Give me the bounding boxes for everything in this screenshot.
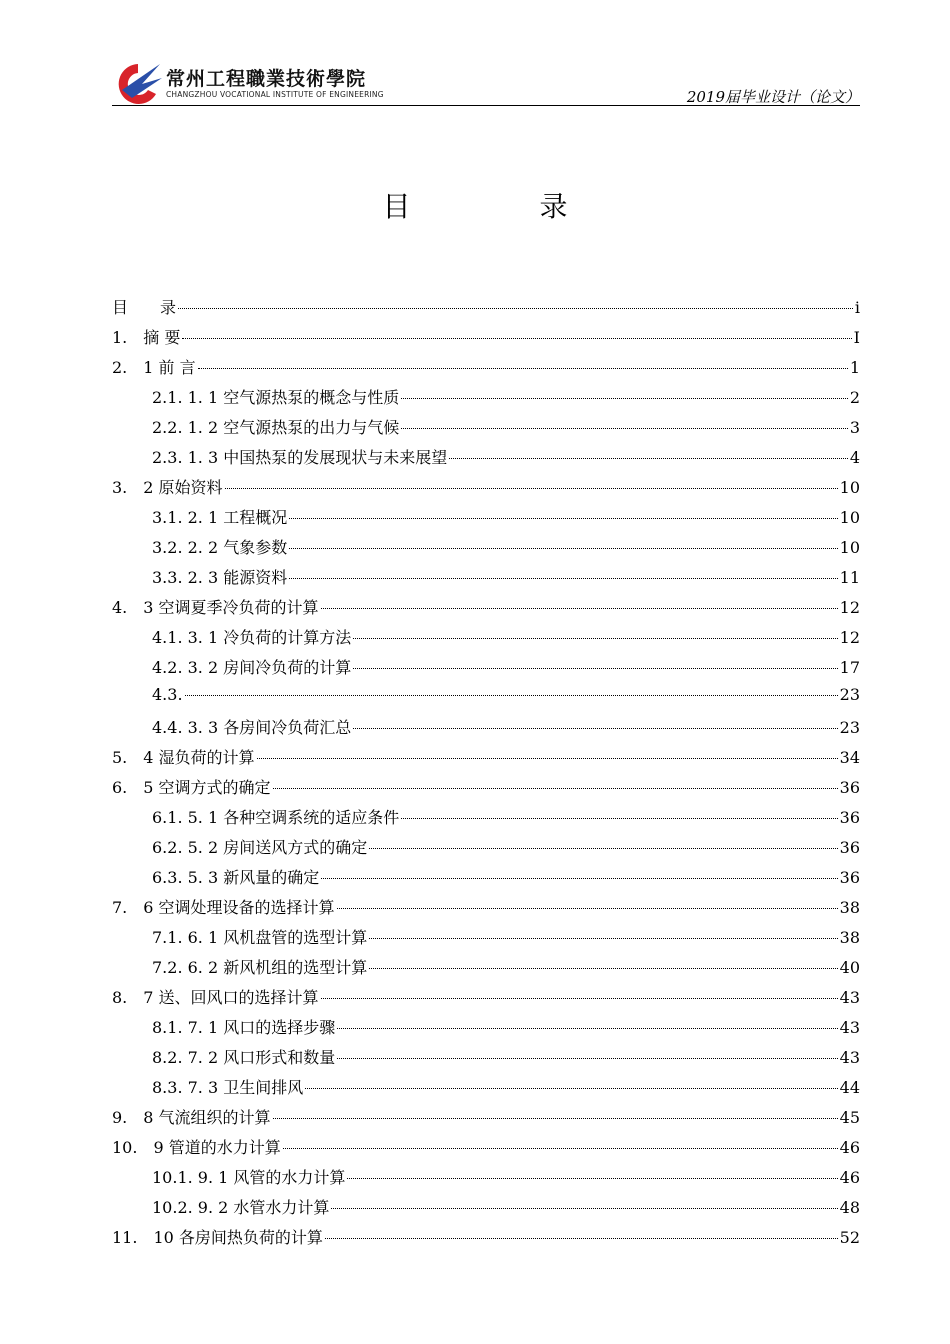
toc-dot-leader: [178, 308, 853, 309]
toc-entry-label: 1. 摘 要: [112, 328, 181, 347]
toc-entry-page: 2: [849, 388, 860, 407]
toc-dot-leader: [305, 1088, 837, 1089]
toc-dot-leader: [331, 1208, 837, 1209]
toc-entry-label: 8.3. 7. 3 卫生间排风: [152, 1078, 304, 1097]
toc-entry-page: 48: [839, 1198, 860, 1217]
toc-entry-page: 36: [839, 838, 860, 857]
toc-dot-leader: [283, 1148, 838, 1149]
toc-dot-leader: [289, 518, 837, 519]
toc-dot-leader: [369, 848, 837, 849]
page-header: [112, 54, 860, 106]
toc-dot-leader: [321, 998, 838, 999]
toc-entry-label: 3.3. 2. 3 能源资料: [152, 568, 288, 587]
toc-entry[interactable]: [112, 565, 860, 595]
toc-entry-label: 2.2. 1. 2 空气源热泵的出力与气候: [152, 418, 400, 437]
toc-entry[interactable]: [112, 1135, 860, 1165]
toc-entry-label: 2.3. 1. 3 中国热泵的发展现状与未来展望: [152, 448, 448, 467]
toc-entry-label: 4.1. 3. 1 冷负荷的计算方法: [152, 628, 352, 647]
institute-logo-icon: [112, 60, 164, 106]
toc-entry[interactable]: [112, 865, 860, 895]
toc-dot-leader: [353, 668, 837, 669]
toc-entry-label: 8.2. 7. 2 风口形式和数量: [152, 1048, 336, 1067]
toc-entry-label: 10.1. 9. 1 风管的水力计算: [152, 1168, 346, 1187]
toc-entry-page: 11: [839, 568, 860, 587]
toc-entry-label: 3.2. 2. 2 气象参数: [152, 538, 288, 557]
toc-entry-page: 38: [839, 928, 860, 947]
toc-dot-leader: [289, 578, 837, 579]
toc-dot-leader: [257, 758, 838, 759]
toc-entry[interactable]: [112, 1225, 860, 1255]
toc-entry-page: 12: [839, 628, 860, 647]
toc-entry-label: 4. 3 空调夏季冷负荷的计算: [112, 598, 319, 617]
toc-dot-leader: [337, 1028, 837, 1029]
toc-entry-page: 52: [839, 1228, 860, 1247]
toc-entry[interactable]: [112, 535, 860, 565]
toc-dot-leader: [321, 608, 838, 609]
toc-entry-label: 3. 2 原始资料: [112, 478, 223, 497]
toc-entry-label: 目 录: [112, 298, 177, 317]
toc-entry[interactable]: [112, 625, 860, 655]
toc-entry-page: 44: [839, 1078, 860, 1097]
toc-entry-page: 1: [849, 358, 860, 377]
toc-entry-label: 6. 5 空调方式的确定: [112, 778, 271, 797]
toc-entry[interactable]: [112, 955, 860, 985]
toc-entry-page: 10: [839, 508, 860, 527]
toc-dot-leader: [325, 1238, 838, 1239]
toc-dot-leader: [401, 398, 848, 399]
toc-entry-page: 10: [839, 478, 860, 497]
toc-entry-label: 6.1. 5. 1 各种空调系统的适应条件: [152, 808, 400, 827]
toc-entry-page: 38: [839, 898, 860, 917]
toc-entry-label: 4.2. 3. 2 房间冷负荷的计算: [152, 658, 352, 677]
toc-entry-label: 7.2. 6. 2 新风机组的选型计算: [152, 958, 368, 977]
toc-entry-label: 3.1. 2. 1 工程概况: [152, 508, 288, 527]
toc-dot-leader: [185, 695, 838, 696]
toc-entry-label: 8.1. 7. 1 风口的选择步骤: [152, 1018, 336, 1037]
toc-entry[interactable]: [112, 775, 860, 805]
toc-entry[interactable]: [112, 1195, 860, 1225]
toc-entry-page: I: [853, 328, 860, 347]
header-divider: [112, 105, 860, 106]
toc-entry[interactable]: [112, 475, 860, 505]
toc-entry[interactable]: [112, 715, 860, 745]
header-thesis-label: 2019届毕业设计（论文）: [686, 88, 860, 106]
toc-entry-page: 46: [839, 1168, 860, 1187]
toc-entry-page: 36: [839, 778, 860, 797]
toc-entry-page: 36: [839, 868, 860, 887]
toc-entry-label: 7.1. 6. 1 风机盘管的选型计算: [152, 928, 368, 947]
toc-dot-leader: [401, 818, 837, 819]
toc-dot-leader: [321, 878, 837, 879]
toc-entry-page: 45: [839, 1108, 860, 1127]
page-title: 目 录: [382, 190, 628, 223]
toc-entry-page: 36: [839, 808, 860, 827]
toc-entry-page: 4: [849, 448, 860, 467]
toc-entry-label: 4.3.: [152, 685, 183, 704]
toc-entry-page: 43: [839, 1048, 860, 1067]
toc-entry-page: 43: [839, 988, 860, 1007]
toc-dot-leader: [353, 728, 837, 729]
toc-entry[interactable]: [112, 925, 860, 955]
toc-dot-leader: [289, 548, 837, 549]
toc-entry[interactable]: [112, 1075, 860, 1105]
toc-entry[interactable]: [112, 595, 860, 625]
toc-entry-label: 10.2. 9. 2 水管水力计算: [152, 1198, 330, 1217]
toc-dot-leader: [337, 1058, 837, 1059]
toc-entry-label: 10. 9 管道的水力计算: [112, 1138, 281, 1157]
toc-entry-label: 2.1. 1. 1 空气源热泵的概念与性质: [152, 388, 400, 407]
institute-name-en: CHANGZHOU VOCATIONAL INSTITUTE OF ENGINEERING: [166, 90, 384, 99]
toc-entry-label: 6.3. 5. 3 新风量的确定: [152, 868, 320, 887]
toc-entry-page: 23: [839, 685, 860, 704]
toc-entry[interactable]: [112, 295, 860, 325]
toc-dot-leader: [353, 638, 837, 639]
toc-dot-leader: [273, 1118, 838, 1119]
toc-dot-leader: [369, 968, 837, 969]
toc-entry-page: 23: [839, 718, 860, 737]
toc-entry-page: 34: [839, 748, 860, 767]
toc-dot-leader: [369, 938, 837, 939]
toc-entry-page: 3: [849, 418, 860, 437]
toc-entry[interactable]: [112, 655, 860, 685]
toc-entry-label: 7. 6 空调处理设备的选择计算: [112, 898, 335, 917]
toc-entry-page: i: [854, 298, 860, 317]
toc-dot-leader: [347, 1178, 837, 1179]
toc-entry[interactable]: [112, 805, 860, 835]
toc-entry-label: 2. 1 前 言: [112, 358, 196, 377]
toc-dot-leader: [198, 368, 848, 369]
toc-entry-label: 11. 10 各房间热负荷的计算: [112, 1228, 323, 1247]
toc-entry-page: 17: [839, 658, 860, 677]
toc-entry[interactable]: [112, 445, 860, 475]
toc-dot-leader: [449, 458, 848, 459]
institute-name-cn: 常州工程職業技術學院: [166, 68, 367, 90]
toc-entry[interactable]: [112, 1165, 860, 1195]
toc-entry-page: 12: [839, 598, 860, 617]
toc-entry[interactable]: [112, 1045, 860, 1075]
toc-entry-label: 4.4. 3. 3 各房间冷负荷汇总: [152, 718, 352, 737]
toc-dot-leader: [273, 788, 838, 789]
toc-entry[interactable]: [112, 685, 860, 715]
toc-entry-page: 43: [839, 1018, 860, 1037]
toc-entry-label: 8. 7 送、回风口的选择计算: [112, 988, 319, 1007]
toc-entry[interactable]: [112, 325, 860, 355]
toc-dot-leader: [401, 428, 848, 429]
toc-entry-label: 6.2. 5. 2 房间送风方式的确定: [152, 838, 368, 857]
toc-dot-leader: [182, 338, 851, 339]
table-of-contents: [112, 295, 860, 1255]
toc-entry-page: 46: [839, 1138, 860, 1157]
toc-entry[interactable]: [112, 835, 860, 865]
toc-entry[interactable]: [112, 415, 860, 445]
toc-entry[interactable]: [112, 985, 860, 1015]
toc-entry[interactable]: [112, 385, 860, 415]
toc-dot-leader: [337, 908, 838, 909]
toc-entry-page: 40: [839, 958, 860, 977]
toc-entry-page: 10: [839, 538, 860, 557]
toc-entry[interactable]: [112, 745, 860, 775]
toc-entry[interactable]: [112, 1015, 860, 1045]
toc-entry-label: 9. 8 气流组织的计算: [112, 1108, 271, 1127]
toc-entry[interactable]: [112, 505, 860, 535]
toc-dot-leader: [225, 488, 838, 489]
toc-entry[interactable]: [112, 1105, 860, 1135]
toc-entry-label: 5. 4 湿负荷的计算: [112, 748, 255, 767]
toc-entry[interactable]: [112, 895, 860, 925]
toc-entry[interactable]: [112, 355, 860, 385]
